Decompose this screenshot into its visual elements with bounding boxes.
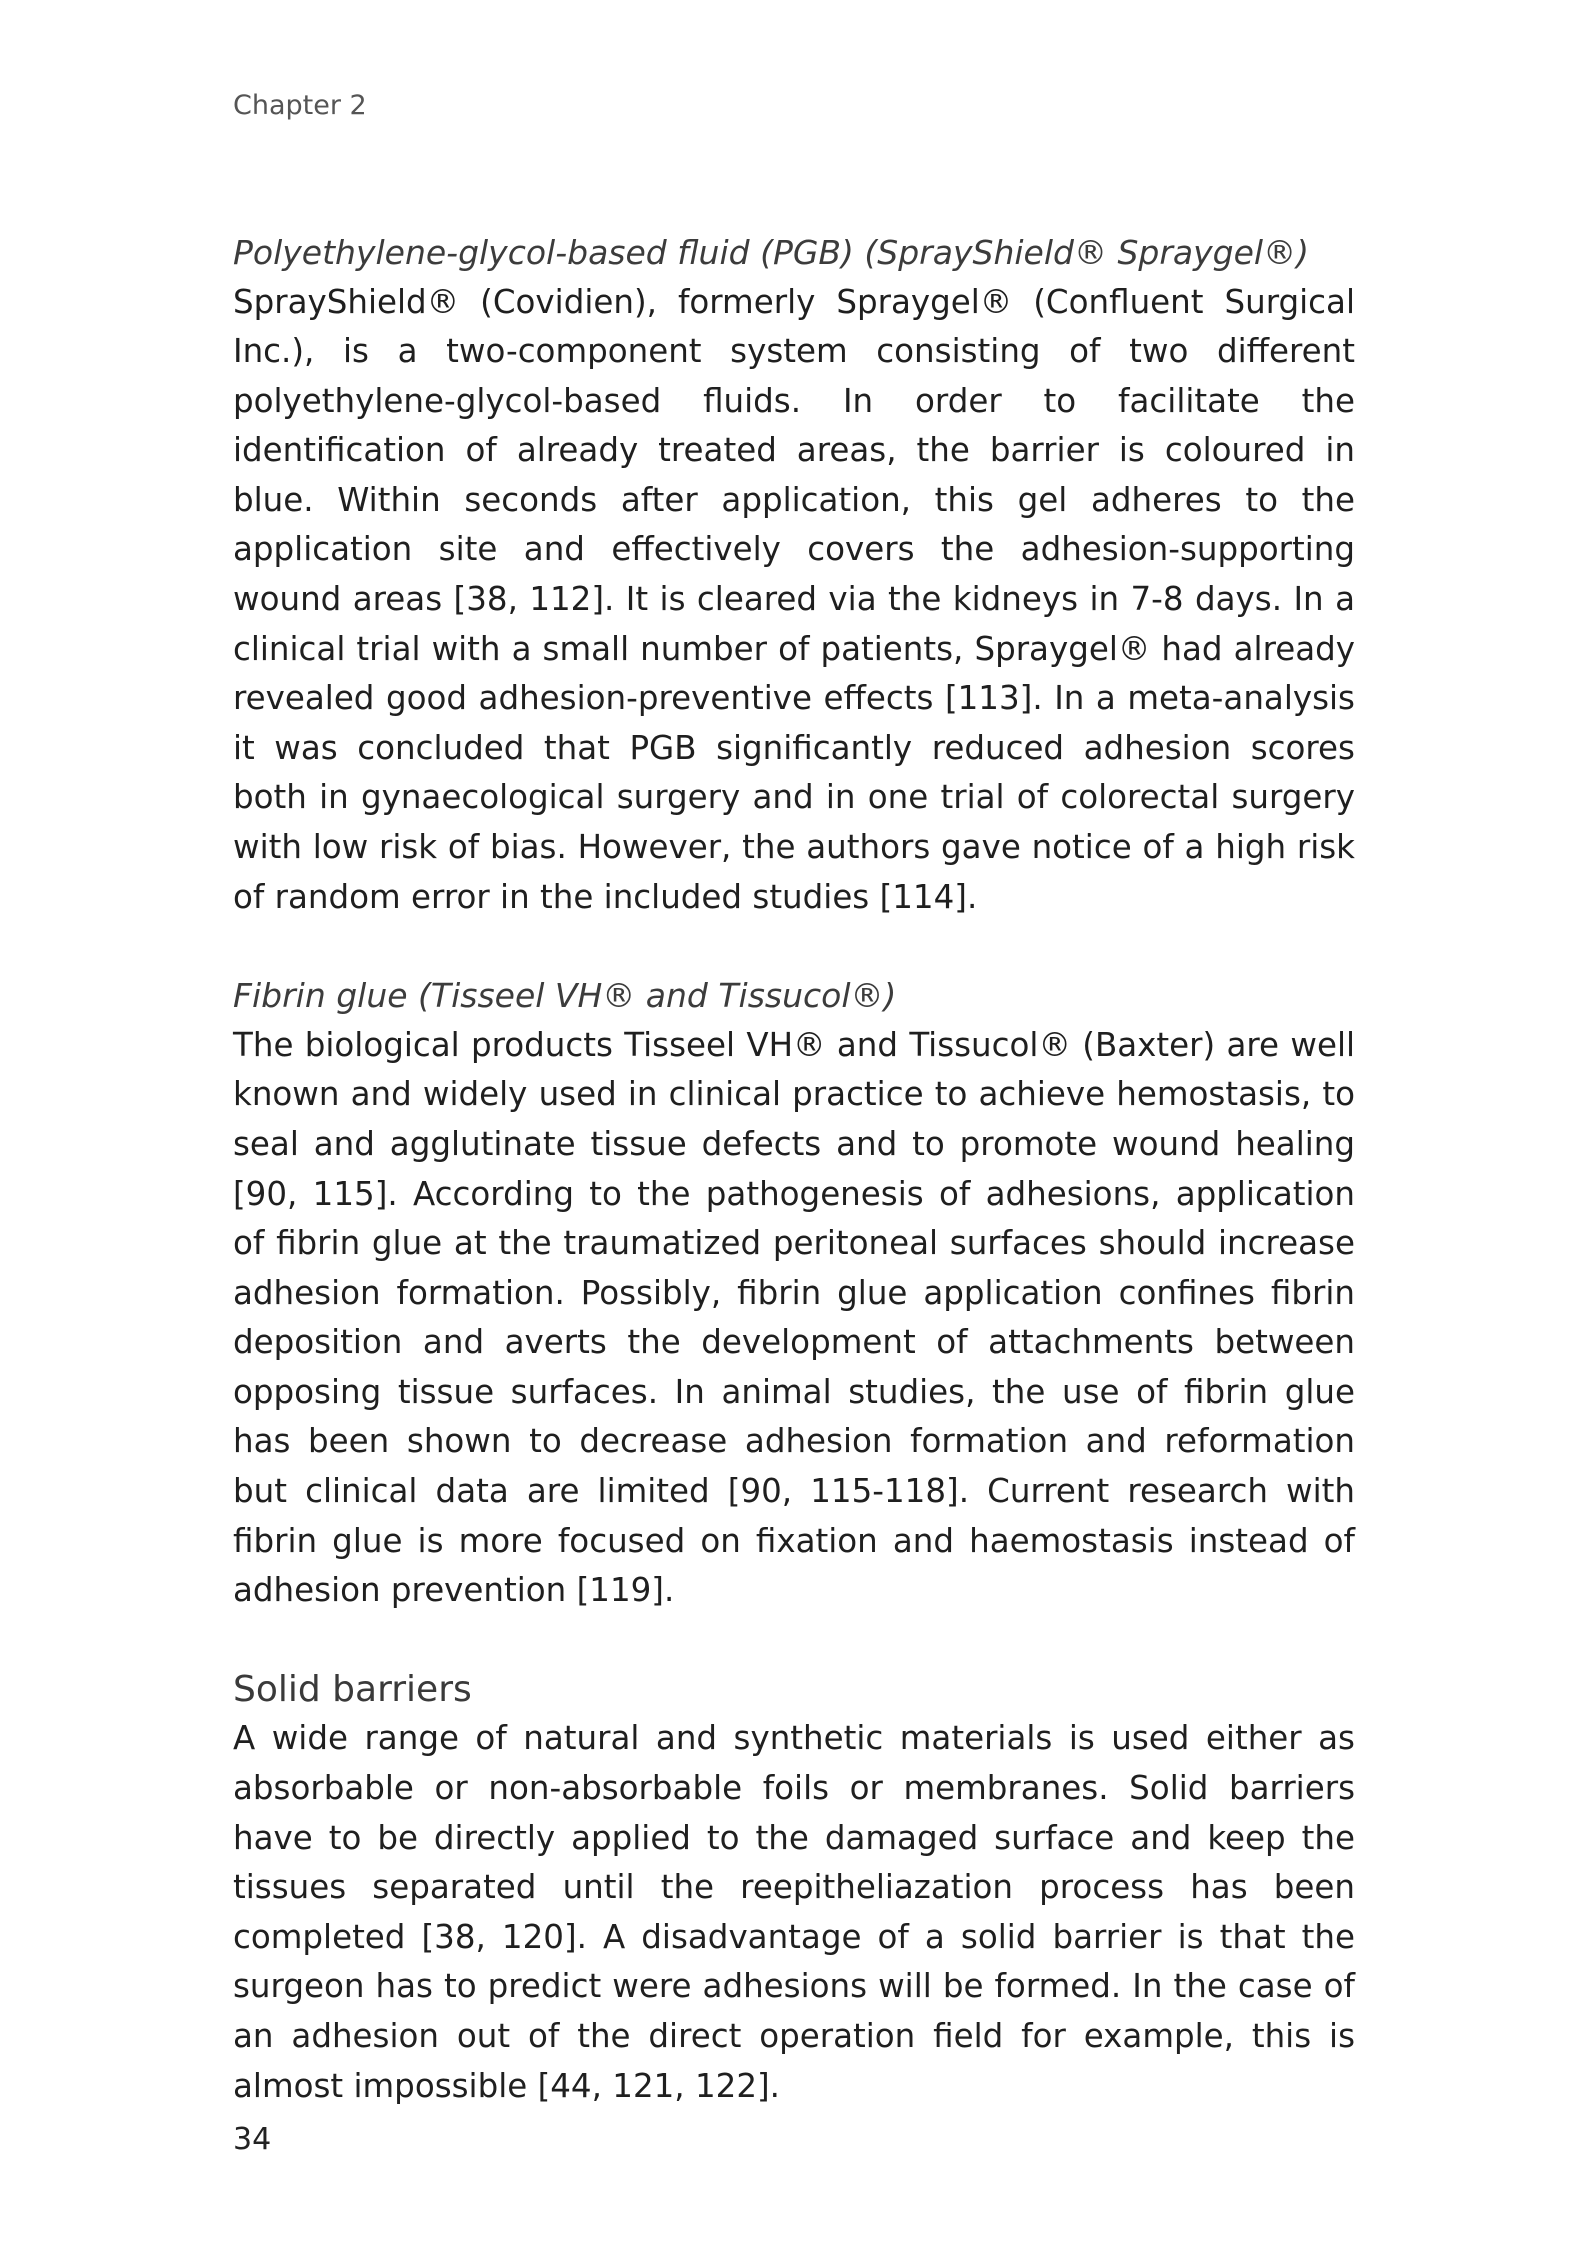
section-fibrin-glue [233, 971, 1355, 1616]
page-number: 34 [233, 2122, 272, 2157]
section-heading-solid-barriers: Solid barriers [233, 1668, 472, 1710]
section-solid-barriers [233, 1665, 1355, 2111]
section-heading-pgb: Polyethylene-glycol-based fluid (PGB) (SprayShield® Spraygel®) [233, 233, 1309, 272]
section-body-fibrin-glue: The biological products Tisseel VH® and Tissucol® (Baxter) are well known and widely used in clinical practice to achieve hemostasis, to seal and agglutinate tissue defects and to promote wound healing [90, 115]. According to the pathogenesis of adhesions, application of fibrin glue at the traumatized peritoneal surfaces should increase adhesion formation. Possibly, fibrin glue application confines fibrin deposition and averts the development of attachments between opposing tissue surfaces. In animal studies, the use of fibrin glue has been shown to decrease adhesion formation and reformation but clinical data are limited [90, 115-118]. Current research with fibrin glue is more focused on fixation and haemostasis instead of adhesion prevention [119]. [233, 1025, 1355, 1610]
section-body-pgb: SprayShield® (Covidien), formerly Spraygel® (Confluent Surgical Inc.), is a two-component system consisting of two different polyethylene-glycol-based fluids. In order to facilitate the identification of already treated areas, the barrier is coloured in blue. Within seconds after application, this gel adheres to the application site and effectively covers the adhesion-supporting wound areas [38, 112]. It is cleared via the kidneys in 7-8 days. In a clinical trial with a small number of patients, Spraygel® had already revealed good adhesion-preventive effects [113]. In a meta-analysis it was concluded that PGB significantly reduced adhesion scores both in gynaecological surgery and in one trial of colorectal surgery with low risk of bias. However, the authors gave notice of a high risk of random error in the included studies [114]. [233, 282, 1355, 916]
running-head: Chapter 2 [233, 90, 367, 121]
section-heading-fibrin-glue: Fibrin glue (Tisseel VH® and Tissucol®) [233, 976, 897, 1016]
section-pgb [233, 228, 1355, 922]
page-content [233, 228, 1355, 2111]
section-body-solid-barriers: A wide range of natural and synthetic materials is used either as absorbable or non-absorbable foils or membranes. Solid barriers have to be directly applied to the damaged surface and keep the tissues separated until the reepitheliazation process has been completed [38, 120]. A disadvantage of a solid barrier is that the surgeon has to predict were adhesions will be formed. In the case of an adhesion out of the direct operation field for example, this is almost impossible [44, 121, 122]. [233, 1719, 1355, 2105]
